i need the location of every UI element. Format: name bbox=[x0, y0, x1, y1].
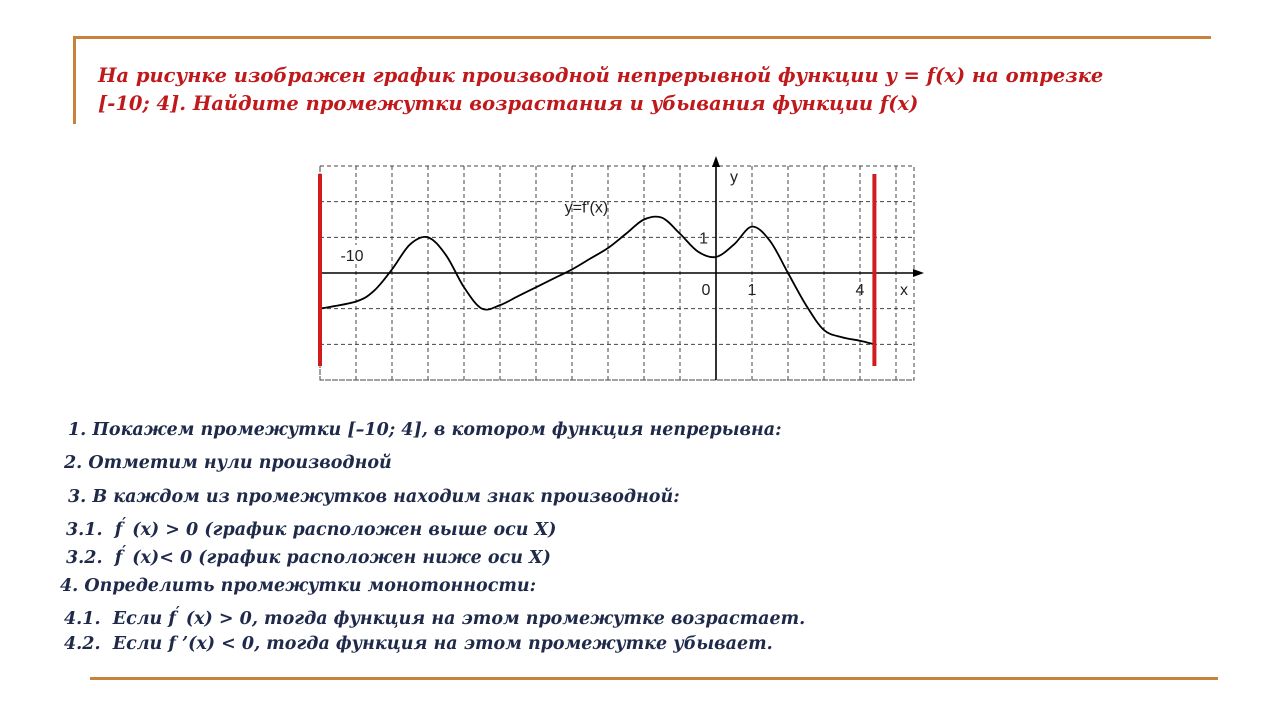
step-4-2 bbox=[64, 634, 773, 654]
step-3-1 bbox=[66, 515, 556, 540]
x-axis-label: x bbox=[900, 282, 908, 299]
step-3-1-text: (x) > 0 (график расположен выше оси X) bbox=[132, 519, 557, 540]
x-axis-arrow bbox=[913, 269, 924, 277]
step-4-2-text: Если f ’(x) < 0, тогда функция на этом промежутке убывает. bbox=[112, 634, 773, 654]
step-4-1-text: (x) > 0, тогда функция на этом промежутке возрастает. bbox=[185, 608, 806, 629]
step-3-2-text: (x)< 0 (график расположен ниже оси X) bbox=[132, 547, 551, 568]
step-4: 4. Определить промежутки монотонности: bbox=[60, 576, 537, 596]
y-axis-arrow bbox=[712, 156, 720, 167]
x-tick-label: 0 bbox=[701, 282, 711, 299]
y-axis-label: y bbox=[730, 169, 738, 186]
step-4-1-prefix: Если bbox=[112, 608, 163, 629]
x-tick-label: 1 bbox=[747, 282, 757, 299]
x-tick-label: -10 bbox=[340, 248, 364, 265]
chart-axes bbox=[320, 156, 924, 380]
step-4-1-number: 4.1. bbox=[64, 608, 101, 629]
heading-line-1: На рисунке изображен график производной непрерывной функции y = f(x) на отрезке bbox=[98, 64, 1104, 87]
step-1: 1. Покажем промежутки [–10; 4], в котором функция непрерывна: bbox=[68, 420, 782, 440]
step-4-1-function: f bbox=[168, 608, 176, 629]
chart-labels bbox=[336, 169, 908, 299]
step-3-2-function: f bbox=[114, 547, 123, 568]
step-3-2-number: 3.2. bbox=[66, 547, 103, 568]
chart-curve-layer bbox=[320, 217, 874, 345]
step-3-2-prime: ′ bbox=[122, 543, 127, 560]
step-3: 3. В каждом из промежутков находим знак производной: bbox=[68, 487, 680, 507]
step-2: 2. Отметим нули производной bbox=[64, 453, 392, 473]
frame-bottom-rule bbox=[90, 677, 1218, 680]
derivative-curve bbox=[320, 217, 874, 345]
frame-top-rule bbox=[73, 36, 1211, 39]
derivative-graph bbox=[300, 150, 930, 390]
step-3-1-function: f bbox=[114, 519, 123, 540]
problem-heading bbox=[98, 62, 1258, 118]
frame-left-rule bbox=[73, 36, 76, 124]
curve-label: y=f'(x) bbox=[564, 199, 609, 217]
step-3-1-number: 3.1. bbox=[66, 519, 103, 540]
step-4-1-prime: ′ bbox=[175, 604, 180, 621]
y-tick-label: 1 bbox=[699, 230, 708, 248]
step-3-1-prime: ′ bbox=[122, 515, 127, 532]
step-4-2-number: 4.2. bbox=[64, 634, 101, 654]
heading-line-2: [-10; 4]. Найдите промежутки возрастания и убывания функции f(x) bbox=[98, 92, 919, 115]
step-3-2 bbox=[66, 543, 551, 568]
step-4-1 bbox=[64, 604, 805, 629]
x-tick-label: 4 bbox=[855, 282, 865, 299]
